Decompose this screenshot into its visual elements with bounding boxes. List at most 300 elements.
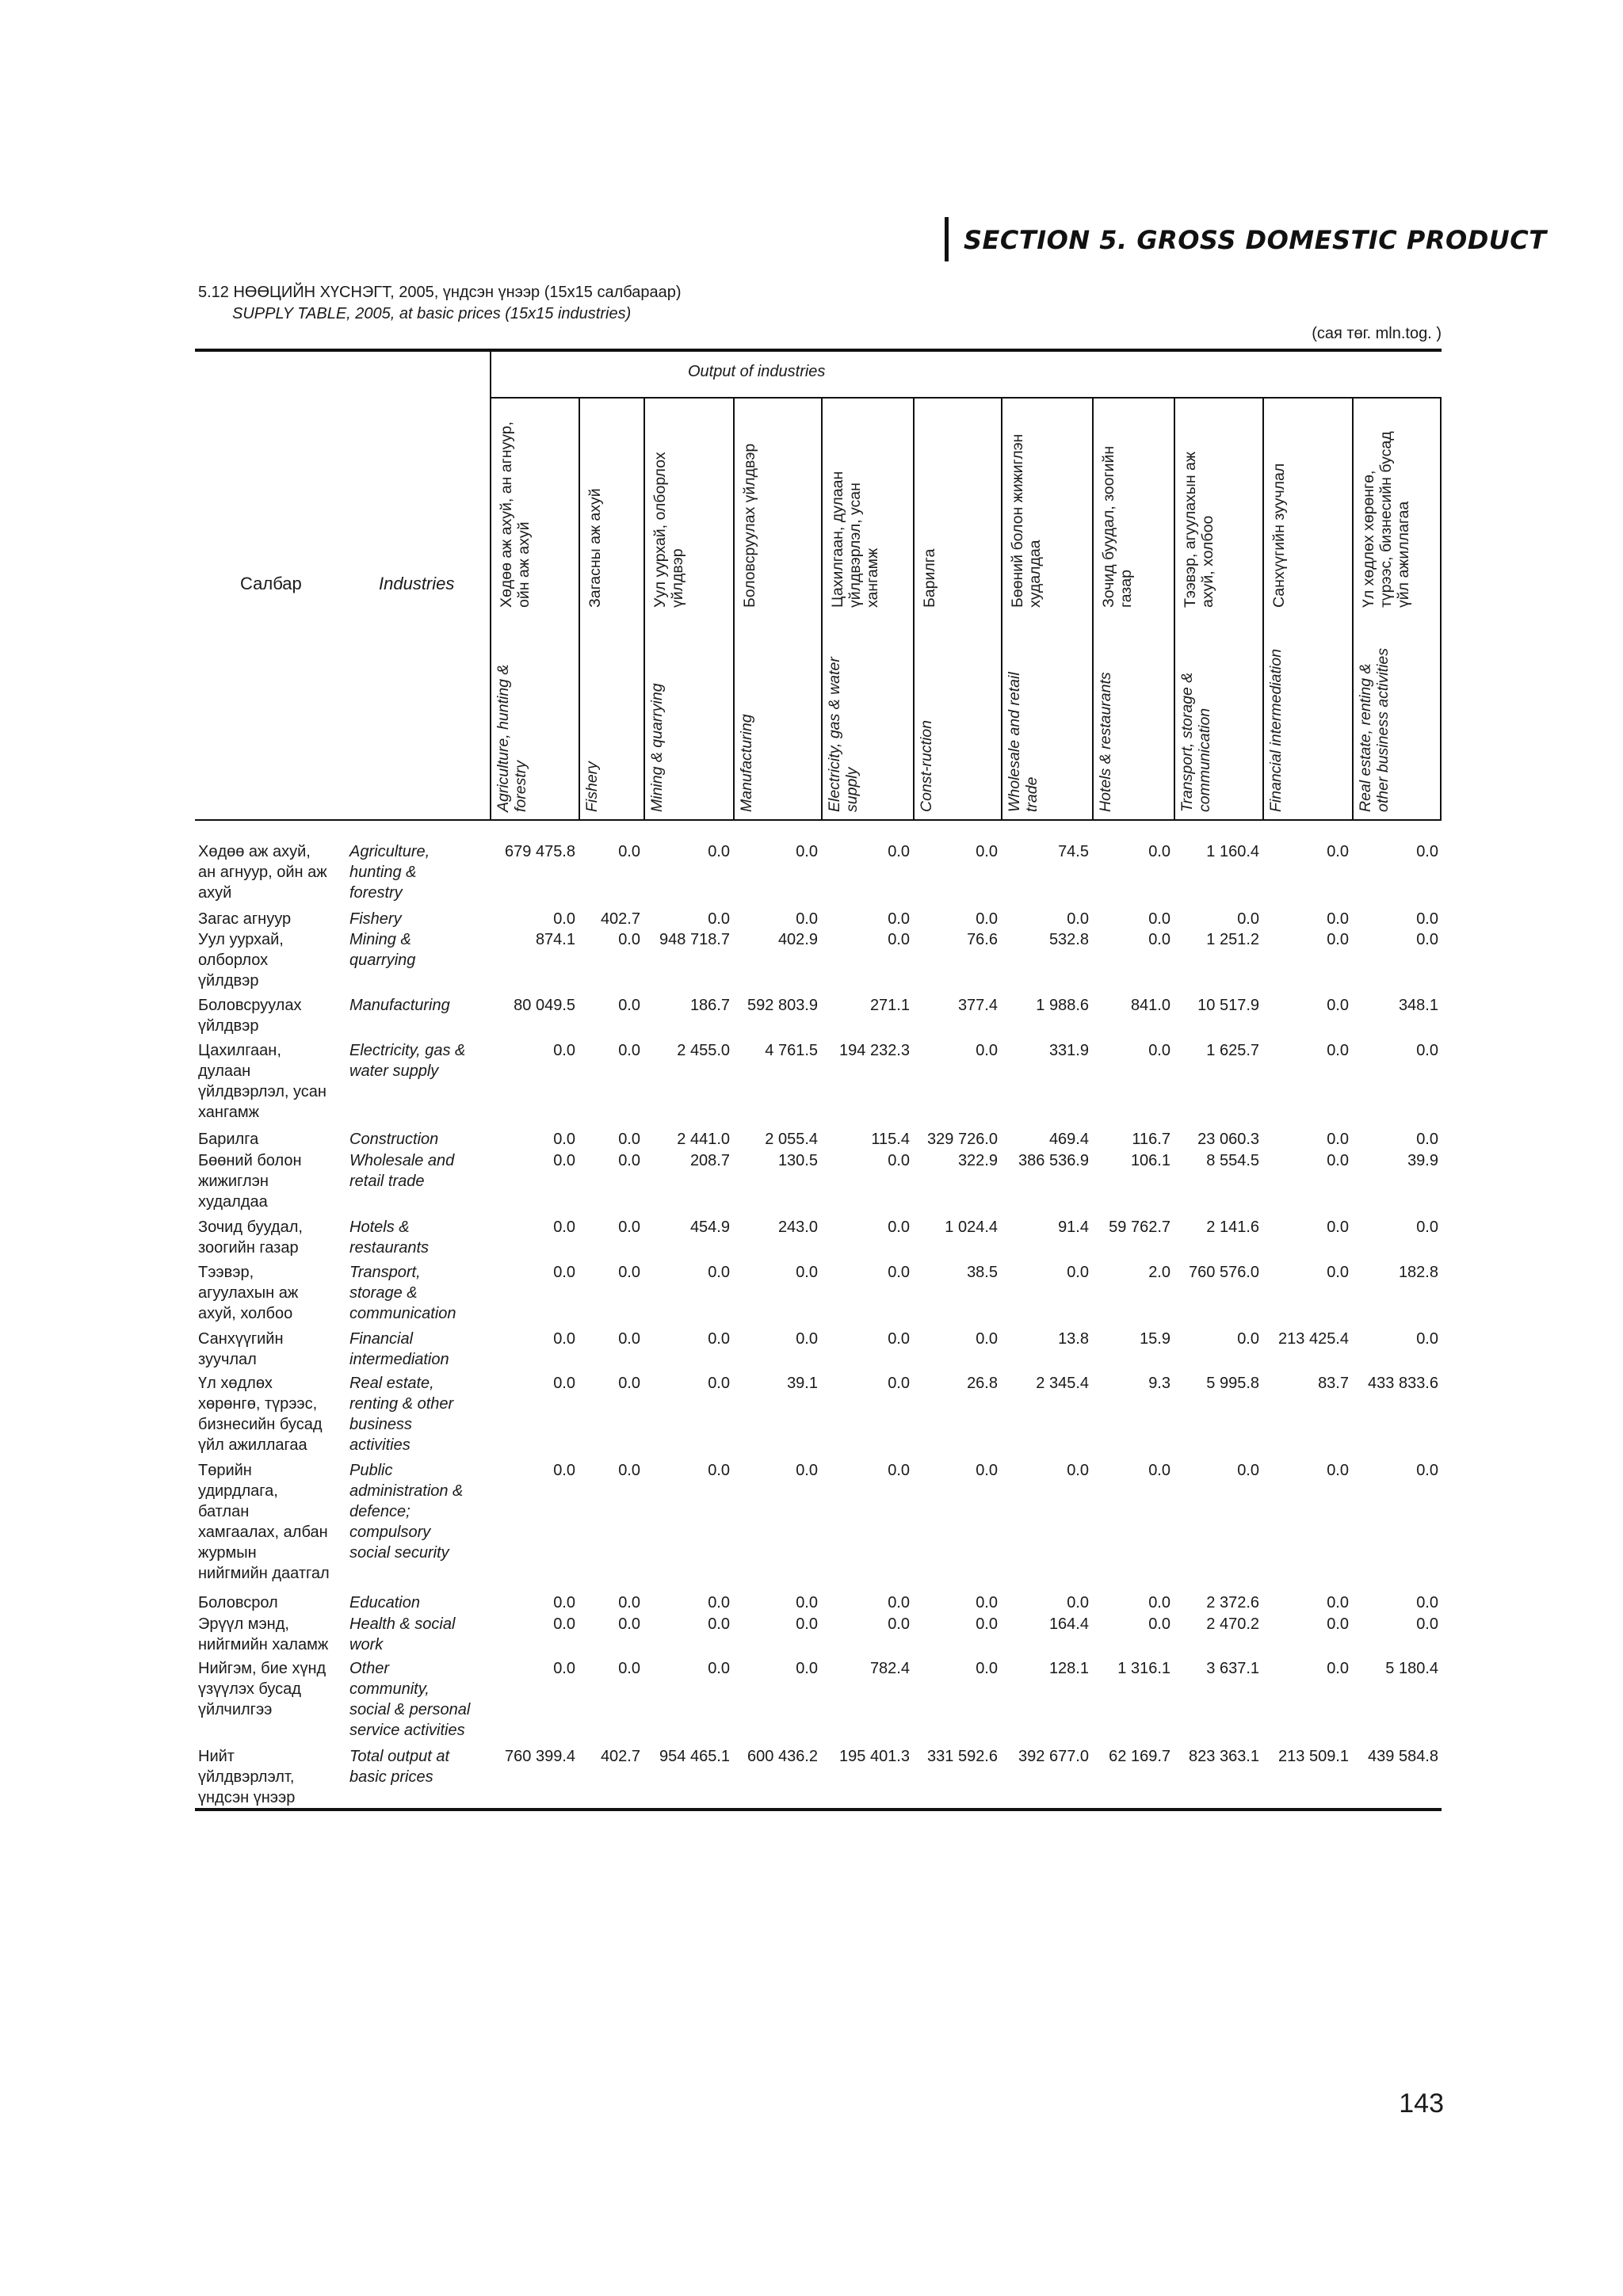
- row-label-en: [349, 1592, 420, 1613]
- row-label-en: [349, 841, 430, 903]
- table-cell: 0.0: [1416, 843, 1438, 860]
- row-label-mn-line: Зочид буудал,: [198, 1219, 303, 1236]
- table-cell: 38.5: [967, 1264, 998, 1281]
- row-label-en-line: intermediation: [349, 1351, 449, 1368]
- row-label-mn: [198, 1217, 303, 1258]
- table-cell: 823 363.1: [1189, 1748, 1259, 1765]
- row-label-en: [349, 1217, 429, 1258]
- table-cell: 0.0: [976, 1462, 998, 1479]
- row-label-mn-line: жижиглэн: [198, 1173, 269, 1190]
- column-header-mn-line: хангамж: [864, 547, 881, 608]
- row-label-en-line: administration &: [349, 1482, 464, 1500]
- table-cell: 0.0: [976, 1594, 998, 1611]
- row-label-en-line: basic prices: [349, 1768, 433, 1786]
- table-cell: 15.9: [1140, 1330, 1170, 1348]
- table-cell: 0.0: [1327, 910, 1349, 928]
- row-label-en: [349, 1329, 449, 1370]
- row-label-mn-line: зоогийн газар: [198, 1239, 299, 1257]
- column-header: [1262, 400, 1352, 812]
- row-label-en-line: retail trade: [349, 1173, 425, 1190]
- table-cell: 760 399.4: [505, 1748, 575, 1765]
- column-header-en-line: communication: [1196, 707, 1213, 812]
- column-header: [913, 400, 1001, 812]
- row-label-en-line: Fishery: [349, 910, 402, 928]
- table-cell: 2 455.0: [677, 1042, 730, 1059]
- table-cell: 0.0: [888, 931, 910, 948]
- row-label-mn-line: Загас агнуур: [198, 910, 292, 928]
- row-label-en-line: water supply: [349, 1062, 439, 1080]
- table-cell: 0.0: [1148, 931, 1170, 948]
- output-header-rule: [490, 397, 1442, 399]
- table-cell: 402.7: [600, 910, 640, 928]
- table-cell: 26.8: [967, 1375, 998, 1392]
- column-header-mn-line: Үл хөдлөх хөрөнгө,: [1360, 470, 1377, 608]
- table-cell: 0.0: [976, 1660, 998, 1677]
- table-cell: 0.0: [976, 843, 998, 860]
- row-label-mn-line: нийгмийн даатгал: [198, 1565, 330, 1582]
- table-cell: 0.0: [796, 1594, 818, 1611]
- row-label-en: [349, 929, 415, 971]
- row-label-mn: [198, 1329, 284, 1370]
- column-header-mn: [921, 549, 938, 608]
- table-cell: 331.9: [1048, 1042, 1089, 1059]
- table-cell: 23 060.3: [1197, 1131, 1259, 1148]
- table-caption-en: SUPPLY TABLE, 2005, at basic prices (15x15 industries): [232, 305, 632, 322]
- row-label-mn-line: үйлдвэрлэл, усан: [198, 1083, 327, 1100]
- table-cell: 0.0: [1327, 1462, 1349, 1479]
- row-label-en-line: compulsory: [349, 1524, 431, 1541]
- column-header-mn-line: Бөөний болон жижиглэн: [1009, 433, 1026, 608]
- row-label-en-line: activities: [349, 1436, 411, 1454]
- row-label-mn-line: журмын: [198, 1544, 257, 1562]
- row-label-mn-line: Санхүүгийн: [198, 1330, 284, 1348]
- table-cell: 0.0: [618, 843, 640, 860]
- table-cell: 0.0: [708, 1375, 730, 1392]
- row-label-mn-line: батлан: [198, 1503, 250, 1520]
- table-cell: 5 995.8: [1206, 1375, 1259, 1392]
- row-label-mn: [198, 1129, 258, 1150]
- row-label-en-line: Electricity, gas &: [349, 1042, 466, 1059]
- column-header-mn: [651, 452, 686, 608]
- table-cell: 0.0: [796, 910, 818, 928]
- column-header: [643, 400, 733, 812]
- row-label-en: [349, 1658, 470, 1741]
- column-header-mn: [498, 421, 533, 608]
- table-cell: 0.0: [1327, 1152, 1349, 1169]
- column-header-mn: [1360, 431, 1412, 608]
- column-header-en: [1357, 648, 1392, 812]
- row-label-mn: [198, 841, 327, 903]
- table-cell: 0.0: [708, 843, 730, 860]
- table-cell: 0.0: [796, 1264, 818, 1281]
- table-cell: 0.0: [618, 997, 640, 1014]
- table-cell: 0.0: [1416, 910, 1438, 928]
- table-cell: 0.0: [796, 843, 818, 860]
- column-header: [1001, 400, 1092, 812]
- row-header-mn: Салбар: [240, 574, 302, 593]
- table-cell: 0.0: [976, 1330, 998, 1348]
- table-cell: 592 803.9: [747, 997, 818, 1014]
- table-cell: 213 425.4: [1278, 1330, 1349, 1348]
- table-cell: 0.0: [1416, 1131, 1438, 1148]
- column-header-en-line: Manufacturing: [738, 714, 755, 812]
- table-cell: 13.8: [1058, 1330, 1089, 1348]
- table-cell: 841.0: [1130, 997, 1170, 1014]
- row-label-en-line: hunting &: [349, 864, 417, 881]
- row-label-mn: [198, 1373, 323, 1455]
- table-cell: 0.0: [618, 1152, 640, 1169]
- column-header-mn: [586, 488, 604, 608]
- row-label-mn-line: Барилга: [198, 1131, 259, 1148]
- row-header-en: Industries: [379, 574, 455, 593]
- row-label-en-line: Public: [349, 1462, 393, 1479]
- table-cell: 1 316.1: [1117, 1660, 1170, 1677]
- row-label-mn-line: үзүүлэх бусад: [198, 1680, 301, 1698]
- column-header-mn-line: ойн аж ахуй: [515, 521, 533, 608]
- column-header-en-line: Fishery: [583, 761, 601, 812]
- table-cell: 2 141.6: [1206, 1219, 1259, 1236]
- table-cell: 194 232.3: [839, 1042, 910, 1059]
- table-cell: 0.0: [1067, 1462, 1089, 1479]
- row-label-mn-line: үйлдвэрлэлт,: [198, 1768, 295, 1786]
- row-label-mn-line: бизнесийн бусад: [198, 1416, 323, 1433]
- column-header-mn-line: Хөдөө аж ахуй, ан агнуур,: [498, 421, 515, 608]
- table-cell: 0.0: [796, 1660, 818, 1677]
- table-bottom-rule: [195, 1808, 1442, 1811]
- table-cell: 0.0: [976, 1615, 998, 1633]
- table-cell: 74.5: [1058, 843, 1089, 860]
- table-cell: 0.0: [618, 1219, 640, 1236]
- row-label-mn: [198, 1150, 302, 1212]
- table-cell: 532.8: [1048, 931, 1089, 948]
- table-cell: 348.1: [1398, 997, 1438, 1014]
- table-cell: 760 576.0: [1189, 1264, 1259, 1281]
- table-cell: 0.0: [1327, 1615, 1349, 1633]
- table-cell: 130.5: [777, 1152, 818, 1169]
- table-cell: 0.0: [1148, 843, 1170, 860]
- row-label-mn-line: удирдлага,: [198, 1482, 278, 1500]
- row-label-mn: [198, 1592, 278, 1613]
- output-of-industries-label: Output of industries: [688, 363, 826, 380]
- column-header-en-line: Hotels & restaurants: [1097, 672, 1114, 812]
- table-cell: 0.0: [888, 1330, 910, 1348]
- column-header-mn-line: түрээс, бизнесийн бусад: [1377, 431, 1395, 608]
- row-label-en-line: Construction: [349, 1131, 439, 1148]
- row-label-mn: [198, 995, 301, 1036]
- table-cell: 0.0: [888, 843, 910, 860]
- table-cell: 0.0: [1416, 1615, 1438, 1633]
- row-label-en-line: renting & other: [349, 1395, 454, 1413]
- column-header-en-line: forestry: [512, 760, 529, 812]
- row-label-mn: [198, 909, 291, 929]
- table-cell: 600 436.2: [747, 1748, 818, 1765]
- table-cell: 433 833.6: [1368, 1375, 1438, 1392]
- row-label-en-line: Hotels &: [349, 1219, 410, 1236]
- table-cell: 2 055.4: [765, 1131, 818, 1148]
- row-label-en-line: service activities: [349, 1722, 465, 1739]
- row-label-mn-line: хангамж: [198, 1104, 260, 1121]
- table-cell: 0.0: [708, 1594, 730, 1611]
- table-cell: 0.0: [553, 1042, 575, 1059]
- row-label-mn: [198, 1460, 330, 1584]
- table-cell: 0.0: [618, 931, 640, 948]
- table-cell: 4 761.5: [765, 1042, 818, 1059]
- column-header-mn-line: Цахилгаан, дулаан: [829, 471, 846, 608]
- column-header-en-line: Wholesale and retail: [1006, 672, 1023, 812]
- table-cell: 5 180.4: [1385, 1660, 1438, 1677]
- table-cell: 2 372.6: [1206, 1594, 1259, 1611]
- column-header-mn-line: Тээвэр, агуулахын аж: [1182, 452, 1199, 608]
- table-cell: 0.0: [1237, 1330, 1259, 1348]
- table-cell: 0.0: [553, 1219, 575, 1236]
- row-label-mn-line: ахуй, холбоо: [198, 1305, 293, 1322]
- row-label-en-line: social security: [349, 1544, 449, 1562]
- table-cell: 0.0: [1416, 1594, 1438, 1611]
- column-header: [1092, 400, 1174, 812]
- table-cell: 0.0: [888, 1615, 910, 1633]
- row-label-mn-line: Хөдөө аж ахуй,: [198, 843, 311, 860]
- column-header-en-line: Agriculture, hunting &: [495, 664, 512, 812]
- row-label-mn: [198, 929, 284, 991]
- table-cell: 0.0: [553, 910, 575, 928]
- table-cell: 0.0: [618, 1615, 640, 1633]
- column-header-en: [648, 683, 666, 812]
- row-label-en-line: Transport,: [349, 1264, 421, 1281]
- table-cell: 386 536.9: [1018, 1152, 1089, 1169]
- row-label-mn-line: Цахилгаан,: [198, 1042, 281, 1059]
- row-label-mn-line: Нийт: [198, 1748, 235, 1765]
- table-cell: 195 401.3: [839, 1748, 910, 1765]
- row-label-en-line: work: [349, 1636, 384, 1653]
- table-cell: 0.0: [1327, 1131, 1349, 1148]
- table-cell: 0.0: [1327, 1219, 1349, 1236]
- section-marker-bar: [945, 217, 949, 261]
- row-label-mn: [198, 1658, 326, 1720]
- column-header-mn: [741, 444, 758, 608]
- table-cell: 0.0: [553, 1615, 575, 1633]
- row-label-en: [349, 995, 450, 1016]
- column-header-mn-line: Загасны аж ахуй: [586, 488, 604, 608]
- row-label-en-line: business: [349, 1416, 412, 1433]
- row-label-en-line: storage &: [349, 1284, 418, 1302]
- table-cell: 0.0: [1416, 1330, 1438, 1348]
- row-label-mn-line: үйлчилгээ: [198, 1701, 273, 1718]
- table-cell: 874.1: [535, 931, 575, 948]
- row-label-mn-line: Нийгэм, бие хүнд: [198, 1660, 327, 1677]
- table-cell: 0.0: [553, 1594, 575, 1611]
- row-label-en: [349, 1262, 456, 1324]
- row-label-mn-line: агуулахын аж: [198, 1284, 299, 1302]
- row-label-mn-line: ан агнуур, ойн аж: [198, 864, 327, 881]
- column-header: [579, 400, 643, 812]
- header-bottom-rule: [195, 819, 1442, 821]
- table-cell: 782.4: [869, 1660, 910, 1677]
- column-header-en: [1178, 673, 1213, 812]
- row-label-mn-line: хөрөнгө, түрээс,: [198, 1395, 318, 1413]
- table-cell: 0.0: [618, 1375, 640, 1392]
- row-label-en: [349, 1040, 465, 1081]
- column-header-mn-line: газар: [1117, 570, 1135, 608]
- column-header-en: [583, 761, 601, 812]
- table-caption-mn: 5.12 НӨӨЦИЙН ХҮСНЭГТ, 2005, үндсэн үнээр (15х15 салбараар): [198, 284, 682, 301]
- table-cell: 128.1: [1048, 1660, 1089, 1677]
- table-cell: 0.0: [1416, 1042, 1438, 1059]
- column-header-mn-line: ахуй, холбоо: [1199, 515, 1216, 608]
- column-header-en-line: other business activities: [1374, 647, 1392, 812]
- page-number: 143: [1399, 2088, 1444, 2119]
- table-cell: 271.1: [869, 997, 910, 1014]
- table-cell: 91.4: [1058, 1219, 1089, 1236]
- column-header-en-line: supply: [843, 767, 861, 812]
- column-header-en: [1006, 672, 1041, 812]
- column-header-mn: [829, 471, 881, 608]
- table-cell: 0.0: [888, 1594, 910, 1611]
- row-label-mn-line: Үл хөдлөх: [198, 1375, 273, 1392]
- column-header-mn-line: Уул уурхай, олборлох: [651, 452, 669, 608]
- table-cell: 1 160.4: [1206, 843, 1259, 860]
- column-header-mn-line: үйлдвэрлэл, усан: [846, 482, 864, 608]
- row-label-en-line: Real estate,: [349, 1375, 434, 1392]
- row-label-mn-line: олборлох: [198, 952, 269, 969]
- table-cell: 0.0: [888, 1152, 910, 1169]
- table-cell: 1 988.6: [1036, 997, 1089, 1014]
- table-top-rule: [195, 349, 1442, 352]
- table-cell: 3 637.1: [1206, 1660, 1259, 1677]
- column-header-en: [918, 720, 935, 812]
- table-cell: 0.0: [708, 1462, 730, 1479]
- column-header: [1352, 400, 1442, 812]
- table-cell: 0.0: [708, 1615, 730, 1633]
- column-header-en-line: Electricity, gas & water: [826, 657, 843, 812]
- column-header-mn-line: үйл ажиллагаа: [1395, 501, 1412, 608]
- table-cell: 0.0: [553, 1131, 575, 1148]
- row-label-en-line: defence;: [349, 1503, 411, 1520]
- table-cell: 469.4: [1048, 1131, 1089, 1148]
- row-label-en-line: Total output at: [349, 1748, 450, 1765]
- row-label-mn-line: худалдаа: [198, 1193, 268, 1211]
- row-label-mn-line: Боловсруулах: [198, 997, 302, 1014]
- row-label-en: [349, 1150, 454, 1192]
- table-cell: 0.0: [796, 1330, 818, 1348]
- table-cell: 2 441.0: [677, 1131, 730, 1148]
- table-cell: 0.0: [708, 1330, 730, 1348]
- table-cell: 0.0: [1067, 1264, 1089, 1281]
- row-label-mn-line: хамгаалах, албан: [198, 1524, 328, 1541]
- row-label-mn-line: дулаан: [198, 1062, 251, 1080]
- table-cell: 0.0: [796, 1462, 818, 1479]
- row-label-mn: [198, 1262, 298, 1324]
- row-label-mn-line: үйлдвэр: [198, 972, 259, 990]
- column-header-mn-line: Санхүүгийн зуучлал: [1270, 463, 1288, 608]
- table-cell: 0.0: [1148, 1594, 1170, 1611]
- table-cell: 62 169.7: [1109, 1748, 1170, 1765]
- table-cell: 0.0: [888, 1462, 910, 1479]
- table-cell: 0.0: [618, 1042, 640, 1059]
- table-cell: 331 592.6: [927, 1748, 998, 1765]
- column-header-en: [495, 665, 529, 812]
- table-cell: 0.0: [1416, 1219, 1438, 1236]
- row-label-en-line: quarrying: [349, 952, 416, 969]
- table-cell: 116.7: [1132, 1131, 1170, 1148]
- table-cell: 164.4: [1048, 1615, 1089, 1633]
- column-header-mn-line: үйлдвэр: [669, 548, 686, 608]
- table-cell: 402.7: [600, 1748, 640, 1765]
- table-cell: 0.0: [888, 1375, 910, 1392]
- table-cell: 0.0: [888, 910, 910, 928]
- row-label-en-line: Other: [349, 1660, 390, 1677]
- table-cell: 0.0: [1416, 931, 1438, 948]
- column-header-en-line: Transport, storage &: [1178, 672, 1196, 812]
- row-label-en: [349, 1614, 455, 1655]
- row-label-mn-line: Төрийн: [198, 1462, 252, 1479]
- table-cell: 0.0: [553, 1264, 575, 1281]
- table-cell: 1 251.2: [1206, 931, 1259, 948]
- row-label-mn-line: нийгмийн халамж: [198, 1636, 329, 1653]
- table-cell: 0.0: [1067, 910, 1089, 928]
- column-header-en-line: Mining & quarrying: [648, 683, 666, 812]
- row-label-en-line: communication: [349, 1305, 456, 1322]
- table-cell: 0.0: [1327, 1264, 1349, 1281]
- column-header-mn-line: Боловсруулах үйлдвэр: [741, 443, 758, 608]
- table-cell: 0.0: [553, 1375, 575, 1392]
- row-label-en-line: restaurants: [349, 1239, 430, 1257]
- table-cell: 80 049.5: [514, 997, 575, 1014]
- table-cell: 679 475.8: [505, 843, 575, 860]
- table-cell: 186.7: [689, 997, 730, 1014]
- row-label-mn-line: үндсэн үнээр: [198, 1789, 296, 1806]
- row-label-en-line: Agriculture,: [349, 843, 430, 860]
- table-cell: 0.0: [976, 910, 998, 928]
- table-cell: 106.1: [1130, 1152, 1170, 1169]
- row-label-mn-line: Боловсрол: [198, 1594, 278, 1611]
- column-header-en: [826, 657, 861, 812]
- table-cell: 39.1: [787, 1375, 818, 1392]
- table-cell: 0.0: [708, 910, 730, 928]
- table-cell: 322.9: [957, 1152, 998, 1169]
- row-label-mn-line: Уул уурхай,: [198, 931, 284, 948]
- table-cell: 0.0: [796, 1615, 818, 1633]
- table-cell: 0.0: [553, 1152, 575, 1169]
- column-header-en: [1097, 672, 1114, 812]
- row-label-en-line: forestry: [349, 884, 403, 902]
- table-cell: 439 584.8: [1368, 1748, 1438, 1765]
- row-label-mn-line: Бөөний болон: [198, 1152, 302, 1169]
- row-label-en: [349, 909, 402, 929]
- column-header-mn: [1182, 452, 1216, 608]
- table-cell: 2 470.2: [1206, 1615, 1259, 1633]
- column-header-en: [1267, 649, 1285, 812]
- column-header-en-line: trade: [1023, 776, 1041, 812]
- table-cell: 0.0: [888, 1219, 910, 1236]
- table-cell: 0.0: [1327, 1660, 1349, 1677]
- table-cell: 454.9: [689, 1219, 730, 1236]
- row-label-en: [349, 1129, 438, 1150]
- row-label-en-line: Wholesale and: [349, 1152, 455, 1169]
- column-header: [490, 400, 579, 812]
- row-label-en-line: social & personal: [349, 1701, 471, 1718]
- table-cell: 0.0: [708, 1660, 730, 1677]
- table-cell: 76.6: [967, 931, 998, 948]
- column-header-mn-line: худалдаа: [1026, 540, 1044, 608]
- table-cell: 392 677.0: [1018, 1748, 1089, 1765]
- row-label-en-line: Financial: [349, 1330, 414, 1348]
- row-label-en-line: Manufacturing: [349, 997, 450, 1014]
- table-cell: 0.0: [1327, 1042, 1349, 1059]
- table-cell: 0.0: [1327, 931, 1349, 948]
- column-header: [821, 400, 913, 812]
- row-label-en-line: Education: [349, 1594, 420, 1611]
- row-label-mn-line: үйл ажиллагаа: [198, 1436, 307, 1454]
